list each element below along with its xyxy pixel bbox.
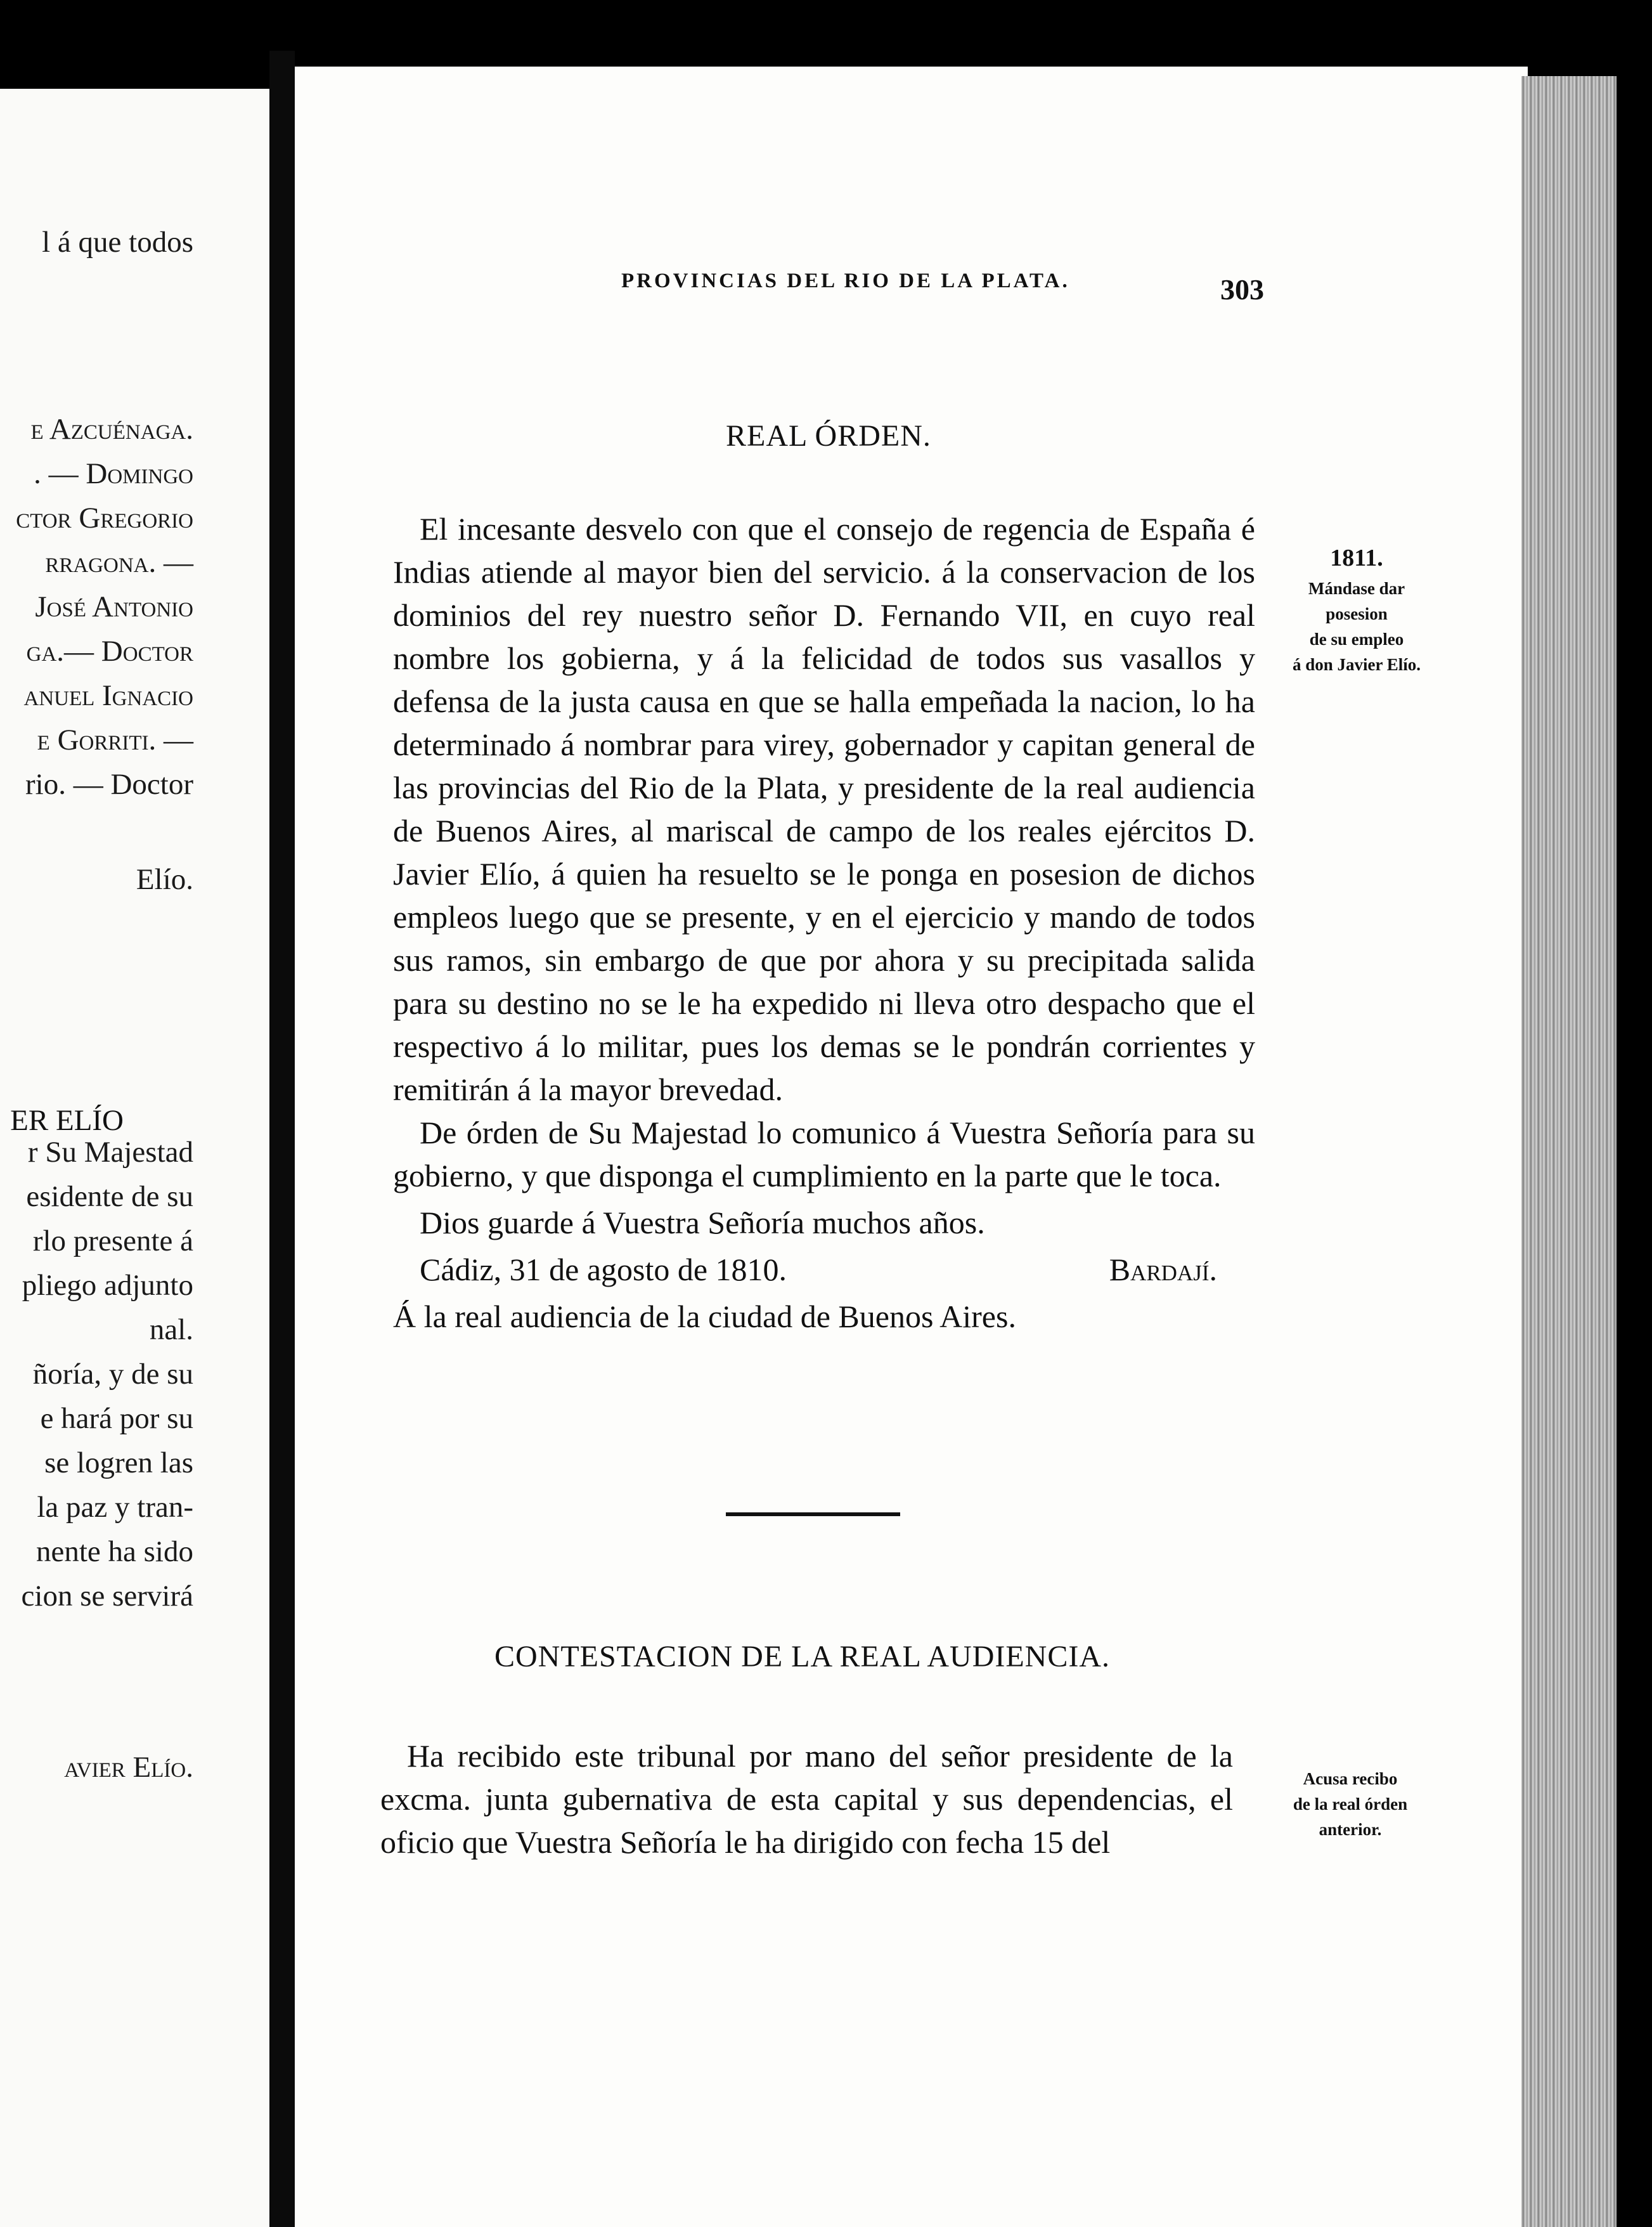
- previous-page-line: se logren las: [44, 1446, 193, 1479]
- previous-page-line: Elío.: [136, 863, 193, 896]
- margin-note-line: á don Javier Elío.: [1292, 655, 1421, 674]
- section-title-contestacion: CONTESTACION DE LA REAL AUDIENCIA.: [494, 1640, 1110, 1673]
- date-line: Cádiz, 31 de agosto de 1810.: [420, 1252, 787, 1287]
- previous-page-line: rlo presente á: [32, 1224, 193, 1257]
- previous-page-line: avier Elío.: [64, 1751, 193, 1784]
- addressee: Á la real audiencia de la ciudad de Buenos Aires.: [393, 1299, 1016, 1334]
- previous-page-line: anuel Ignacio: [23, 679, 193, 712]
- previous-page-line: rio. — Doctor: [25, 768, 193, 801]
- signature: Bardají.: [1109, 1252, 1217, 1287]
- previous-page-line: r Su Majestad: [27, 1136, 193, 1169]
- previous-page-line: ñoría, y de su: [32, 1358, 193, 1391]
- paragraph: El incesante desvelo con que el consejo de regencia de España é Indias atiende al mayor bien del servicio. á la conservacion de los dominios del rey nuestro señor D. Fernando VII, en cuyo real nombre los gobierna, y á la felicidad de todos sus vasallos y defensa de la justa causa en que se halla empeñada la nacion, lo ha determinado á nombrar para virey, gobernador y capitan general de las provincias del Rio de la Plata, y presidente de la real audiencia de Buenos Aires, al mariscal de campo de los reales ejércitos D. Javier Elío, á quien ha resuelto se le ponga en posesion de dichos empleos luego que se presente, y en el ejercicio y mando de todos sus ramos, sin embargo de que por ahora y su precipitada salida para su destino no se le ha expedido ni lleva otro despacho que el respectivo á lo militar, pues los demas se le pondrán corrientes y remitirán á la mayor brevedad.: [393, 511, 1255, 1107]
- contestacion-body: [380, 1734, 1233, 1864]
- previous-page-line: la paz y tran-: [37, 1491, 193, 1524]
- margin-note-year: 1811.: [1330, 545, 1383, 571]
- section-divider: [726, 1512, 900, 1516]
- previous-page-line: l á que todos: [42, 226, 193, 259]
- previous-page-fragment: [0, 89, 269, 2227]
- previous-page-line: e Azcuénaga.: [30, 413, 193, 446]
- book-gutter: [269, 51, 295, 2227]
- page-number: 303: [1220, 273, 1264, 306]
- margin-note-line: Mándase dar: [1308, 579, 1405, 598]
- previous-page-line: e hará por su: [40, 1402, 193, 1435]
- margin-note-2: [1268, 1766, 1433, 1842]
- previous-page-line: nente ha sido: [36, 1535, 193, 1568]
- previous-page-line: pliego adjunto: [22, 1269, 193, 1302]
- margin-note-line: posesion: [1326, 604, 1388, 623]
- previous-page-line: . — Domingo: [34, 457, 193, 490]
- paragraph: Dios guarde á Vuestra Señoría muchos años.: [420, 1205, 985, 1240]
- margin-note-line: Acusa recibo: [1303, 1769, 1398, 1788]
- margin-note-line: de su empleo: [1309, 630, 1404, 649]
- previous-page-line: e Gorriti. —: [37, 724, 193, 756]
- paragraph: De órden de Su Majestad lo comunico á Vuestra Señoría para su gobierno, y que disponga el cumplimiento en la parte que le toca.: [393, 1115, 1255, 1193]
- previous-page-line: esidente de su: [26, 1180, 193, 1213]
- previous-page-line: ctor Gregorio: [16, 502, 193, 535]
- previous-page-line: ga.— Doctor: [26, 635, 193, 668]
- date-signature-row: [393, 1248, 1255, 1291]
- margin-note-1: [1274, 545, 1439, 677]
- previous-page-line: cion se servirá: [21, 1580, 193, 1613]
- real-orden-body: [393, 507, 1255, 1338]
- paragraph: Ha recibido este tribunal por mano del señor presidente de la excma. junta gubernativa de esta capital y sus dependencias, el oficio que Vuestra Señoría le ha dirigido con fecha 15 del: [380, 1738, 1233, 1860]
- section-title-real-orden: REAL ÓRDEN.: [726, 419, 931, 453]
- page-edges: [1521, 76, 1617, 2227]
- running-title: PROVINCIAS DEL RIO DE LA PLATA.: [621, 269, 1070, 292]
- previous-page-line: José Antonio: [35, 590, 193, 623]
- margin-note-line: anterior.: [1319, 1820, 1382, 1839]
- previous-page-heading: ER ELÍO: [10, 1104, 124, 1137]
- margin-note-line: de la real órden: [1293, 1795, 1408, 1814]
- previous-page-line: nal.: [149, 1313, 193, 1346]
- previous-page-line: rragona. —: [45, 546, 193, 579]
